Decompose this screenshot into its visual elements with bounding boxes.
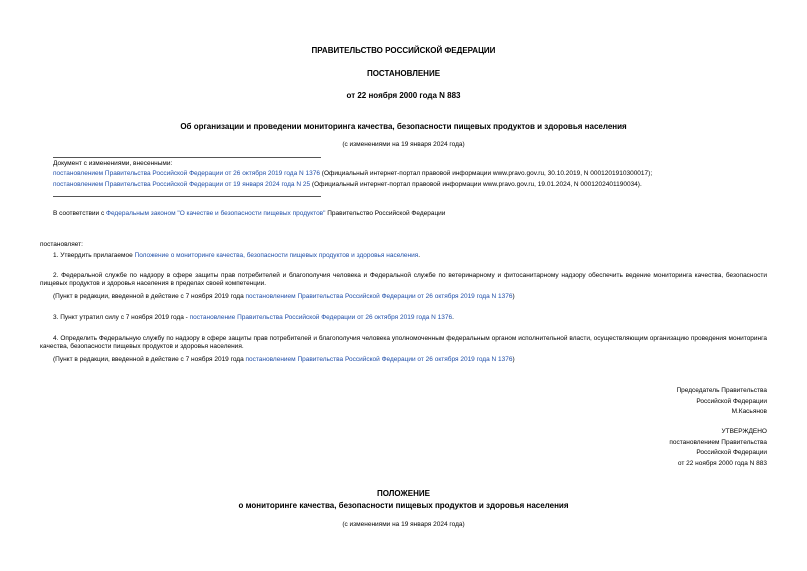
approval-line: Российской Федерации bbox=[696, 449, 767, 456]
change-link[interactable]: постановлением Правительства Российской Федерации от 19 января 2024 года N 25 bbox=[53, 181, 311, 188]
amendment-note bbox=[53, 356, 515, 364]
government-heading: ПРАВИТЕЛЬСТВО РОССИЙСКОЙ ФЕДЕРАЦИИ bbox=[311, 46, 496, 55]
signature-line: Российской Федерации bbox=[696, 397, 767, 405]
doc-type-heading: ПОСТАНОВЛЕНИЕ bbox=[366, 69, 441, 78]
amendment-link[interactable]: постановлением Правительства Российской Федерации от 26 октября 2019 года N 1376 bbox=[245, 293, 513, 300]
approval-line: от 22 ноября 2000 года N 883 bbox=[677, 459, 767, 467]
signature-line: М.Касьянов bbox=[731, 408, 767, 415]
approval-line: УТВЕРЖДЕНО bbox=[721, 428, 767, 435]
regulation-title: ПОЛОЖЕНИЕ bbox=[377, 489, 430, 498]
amendment-note bbox=[53, 293, 515, 301]
paragraph-1 bbox=[53, 252, 420, 260]
preamble-text: В соответствии с bbox=[53, 210, 107, 217]
resolves-text: постановляет: bbox=[40, 241, 83, 248]
note-text: (Пункт в редакции, введенной в действие с 7 ноября 2019 года bbox=[53, 356, 246, 363]
paragraph-4: 4. Определить Федеральную службу по надзору в сфере защиты прав потребителей и благополучия человека уполномоченным федеральным органом исполнительной власти, осуществляющим организацию проведения мониторинга качества, безопасности пищевых продуктов и здоровья населения. bbox=[40, 335, 767, 351]
change-source: (Официальный интернет-портал правовой информации www.pravo.gov.ru, 30.10.2019, N 0001201910300017); bbox=[319, 170, 653, 177]
approval-block bbox=[669, 427, 767, 469]
note-text: ) bbox=[512, 293, 515, 300]
change-item bbox=[53, 170, 652, 178]
changes-top-divider bbox=[53, 157, 321, 158]
note-text: (Пункт в редакции, введенной в действие с 7 ноября 2019 года bbox=[53, 293, 246, 300]
change-link[interactable]: постановлением Правительства Российской Федерации от 26 октября 2019 года N 1376 bbox=[53, 170, 320, 177]
changes-intro: Документ с изменениями, внесенными: bbox=[53, 160, 173, 167]
signature-block bbox=[676, 386, 767, 418]
note-text: ) bbox=[512, 356, 515, 363]
doc-title: Об организации и проведении мониторинга качества, безопасности пищевых продуктов и здоровья населения bbox=[180, 122, 627, 131]
paragraph-3 bbox=[53, 314, 454, 322]
revision-note: (с изменениями на 19 января 2024 года) bbox=[342, 141, 465, 148]
regulation-revision: (с изменениями на 19 января 2024 года) bbox=[342, 521, 465, 528]
changes-bottom-divider bbox=[53, 196, 321, 197]
approval-line: постановлением Правительства bbox=[669, 438, 767, 446]
paragraph-text: 3. Пункт утратил силу с 7 ноября 2019 года - bbox=[53, 314, 190, 321]
paragraph-2: 2. Федеральной службе по надзору в сфере защиты прав потребителей и благополучия человека и Федеральной службе по ветеринарному и фитосанитарному надзору обеспечить ведение мониторинга качества, безопасности пищевых продуктов и здоровья населения в пределах своей компетенции. bbox=[40, 272, 767, 288]
preamble-text: Правительство Российской Федерации bbox=[325, 210, 446, 217]
federal-law-link[interactable]: Федеральным законом "О качестве и безопасности пищевых продуктов" bbox=[106, 210, 326, 217]
paragraph-text: 1. Утвердить прилагаемое bbox=[53, 252, 135, 259]
doc-date-number: от 22 ноября 2000 года N 883 bbox=[346, 91, 461, 100]
change-item bbox=[53, 181, 642, 189]
amendment-link[interactable]: постановлением Правительства Российской Федерации от 26 октября 2019 года N 1376 bbox=[245, 356, 513, 363]
amendment-link[interactable]: постановление Правительства Российской Федерации от 26 октября 2019 года N 1376 bbox=[189, 314, 453, 321]
paragraph-text: . bbox=[418, 252, 421, 259]
change-source: (Официальный интернет-портал правовой информации www.pravo.gov.ru, 19.01.2024, N 0001202401190034). bbox=[310, 181, 642, 188]
regulation-subtitle: о мониторинге качества, безопасности пищевых продуктов и здоровья населения bbox=[238, 501, 569, 510]
regulation-link[interactable]: Положение о мониторинге качества, безопасности пищевых продуктов и здоровья населения bbox=[134, 252, 419, 259]
paragraph-text: . bbox=[452, 314, 454, 321]
signature-line: Председатель Правительства bbox=[676, 387, 767, 394]
preamble bbox=[53, 210, 445, 218]
